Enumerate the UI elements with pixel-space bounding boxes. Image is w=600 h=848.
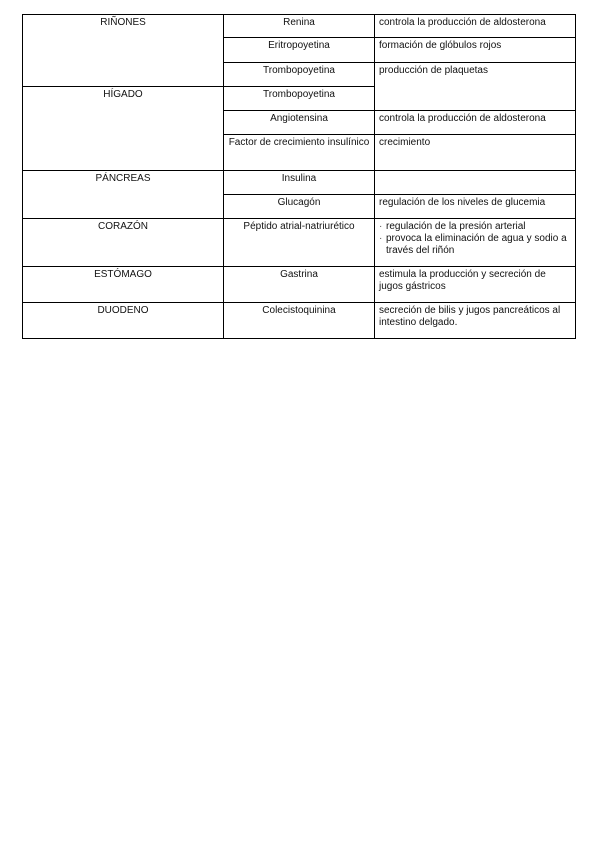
function-cell: controla la producción de aldosterona <box>375 111 576 135</box>
hormone-cell: Glucagón <box>224 195 375 219</box>
function-cell <box>375 171 576 195</box>
list-item: · provoca la eliminación de agua y sodio a través del riñón <box>379 233 571 257</box>
hormone-cell: Gastrina <box>224 267 375 303</box>
organ-cell: HÍGADO <box>23 87 224 171</box>
function-cell: regulación de los niveles de glucemia <box>375 195 576 219</box>
table-row <box>23 15 576 38</box>
hormone-cell: Trombopoyetina <box>224 87 375 111</box>
function-cell: secreción de bilis y jugos pancreáticos al intestino delgado. <box>375 303 576 339</box>
table-row <box>23 171 576 195</box>
table-row <box>23 303 576 339</box>
organ-cell: PÁNCREAS <box>23 171 224 219</box>
hormone-cell: Colecistoquinina <box>224 303 375 339</box>
organ-cell: DUODENO <box>23 303 224 339</box>
hormone-cell: Insulina <box>224 171 375 195</box>
hormone-cell: Trombopoyetina <box>224 63 375 87</box>
function-cell: producción de plaquetas <box>375 63 576 111</box>
function-cell: formación de glóbulos rojos <box>375 38 576 63</box>
function-cell: estimula la producción y secreción de jugos gástricos <box>375 267 576 303</box>
hormone-cell: Péptido atrial-natriurético <box>224 219 375 267</box>
organ-cell: CORAZÓN <box>23 219 224 267</box>
function-cell: controla la producción de aldosterona <box>375 15 576 38</box>
function-cell <box>375 219 576 267</box>
hormone-cell: Factor de crecimiento insulínico <box>224 135 375 171</box>
hormone-table <box>22 14 576 339</box>
function-list <box>379 221 571 257</box>
table-row <box>23 267 576 303</box>
organ-cell: RIÑONES <box>23 15 224 87</box>
hormone-cell: Renina <box>224 15 375 38</box>
function-cell: crecimiento <box>375 135 576 171</box>
table-row <box>23 219 576 267</box>
organ-cell: ESTÓMAGO <box>23 267 224 303</box>
hormone-cell: Angiotensina <box>224 111 375 135</box>
hormone-cell: Eritropoyetina <box>224 38 375 63</box>
list-item: · regulación de la presión arterial <box>379 221 571 233</box>
